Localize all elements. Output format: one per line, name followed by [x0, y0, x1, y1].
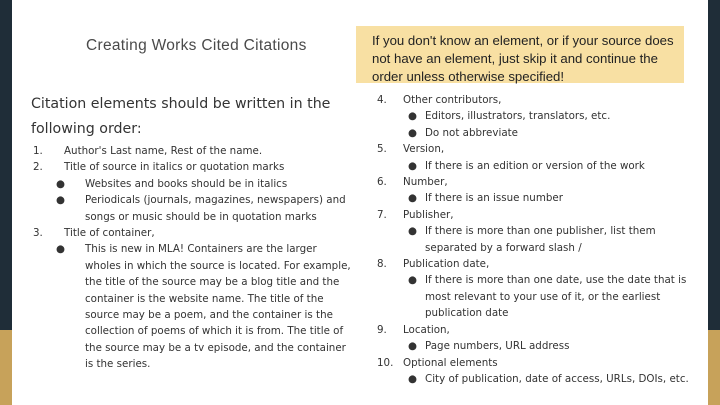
list-number: 10. [377, 356, 394, 369]
left-citation-list [33, 143, 353, 373]
bullet-item [377, 371, 697, 387]
list-item [377, 141, 697, 157]
bullet-icon: ● [408, 126, 417, 139]
list-number: 6. [377, 176, 387, 189]
list-item [377, 92, 697, 108]
list-item [377, 355, 697, 371]
bullet-icon: ● [56, 243, 65, 256]
bullet-icon: ● [408, 340, 417, 353]
list-number: 7. [377, 208, 387, 221]
list-item [377, 322, 697, 338]
bullet-text: Editors, illustrators, translators, etc. [425, 110, 611, 123]
list-item [377, 174, 697, 190]
list-item [377, 207, 697, 223]
bullet-text: Do not abbreviate [425, 126, 518, 139]
bullet-icon: ● [408, 110, 417, 123]
bullet-item [377, 272, 697, 321]
bullet-item [377, 338, 697, 354]
bullet-icon: ● [408, 159, 417, 172]
bullet-icon: ● [408, 274, 417, 287]
bullet-text: City of publication, date of access, URLs, DOIs, etc. [425, 372, 689, 385]
list-item-text: Number, [403, 176, 448, 189]
note-box: If you don't know an element, or if your source does not have an element, just skip it and continue the order unless otherwise specified! [356, 26, 684, 83]
list-number: 1. [33, 145, 43, 157]
list-number: 9. [377, 323, 387, 336]
list-item [33, 143, 353, 159]
bullet-item [377, 190, 697, 206]
list-number: 5. [377, 143, 387, 156]
bullet-text: If there is more than one date, use the date that is most relevant to your use of it, or the earliest publication date [425, 274, 687, 320]
bullet-item [377, 158, 697, 174]
bullet-icon: ● [408, 225, 417, 238]
bullet-item [377, 125, 697, 141]
right-citation-list [377, 92, 697, 387]
list-item-text: Author's Last name, Rest of the name. [64, 145, 263, 157]
list-number: 2. [33, 161, 43, 174]
list-item-text: Other contributors, [403, 94, 502, 106]
bullet-text: If there is an issue number [425, 192, 563, 205]
bullet-icon: ● [56, 194, 65, 207]
list-item-text: Title of container, [64, 227, 155, 240]
list-number: 3. [33, 227, 43, 240]
list-item-text: Title of source in italics or quotation marks [64, 161, 285, 174]
bullet-text: Page numbers, URL address [425, 340, 570, 353]
bullet-item [33, 176, 353, 192]
bullet-item [377, 223, 697, 256]
list-item-text: Location, [403, 323, 450, 336]
list-item-text: Optional elements [403, 356, 498, 369]
list-item-text: Publisher, [403, 208, 454, 221]
bullet-text: If there is an edition or version of the work [425, 159, 645, 172]
list-item-text: Publication date, [403, 258, 490, 271]
bullet-text: This is new in MLA! Containers are the larger wholes in which the source is located. For example, the title of the source may be a blog title and the container is the website name. The title of the source may be a poem, and the container is the collection of poems of which it is from. The title of the source may be a tv episode, and the container is the series. [85, 243, 351, 371]
bullet-item [33, 241, 353, 372]
bullet-text: Periodicals (journals, magazines, newspapers) and songs or music should be in quotation marks [85, 194, 346, 223]
list-item [33, 159, 353, 175]
bullet-icon: ● [408, 192, 417, 205]
bullet-icon: ● [408, 372, 417, 385]
intro-text: Citation elements should be written in the following order: [31, 96, 331, 137]
list-item [377, 256, 697, 272]
list-item [33, 225, 353, 241]
slide [12, 0, 708, 405]
list-number: 8. [377, 258, 387, 271]
list-number: 4. [377, 94, 387, 106]
bullet-item [33, 192, 353, 225]
bullet-icon: ● [56, 177, 65, 190]
list-item-text: Version, [403, 143, 445, 156]
bullet-text: If there is more than one publisher, list them separated by a forward slash / [425, 225, 656, 254]
bullet-item [377, 108, 697, 124]
bullet-text: Websites and books should be in italics [85, 177, 288, 190]
page-title: Creating Works Cited Citations [86, 37, 307, 54]
